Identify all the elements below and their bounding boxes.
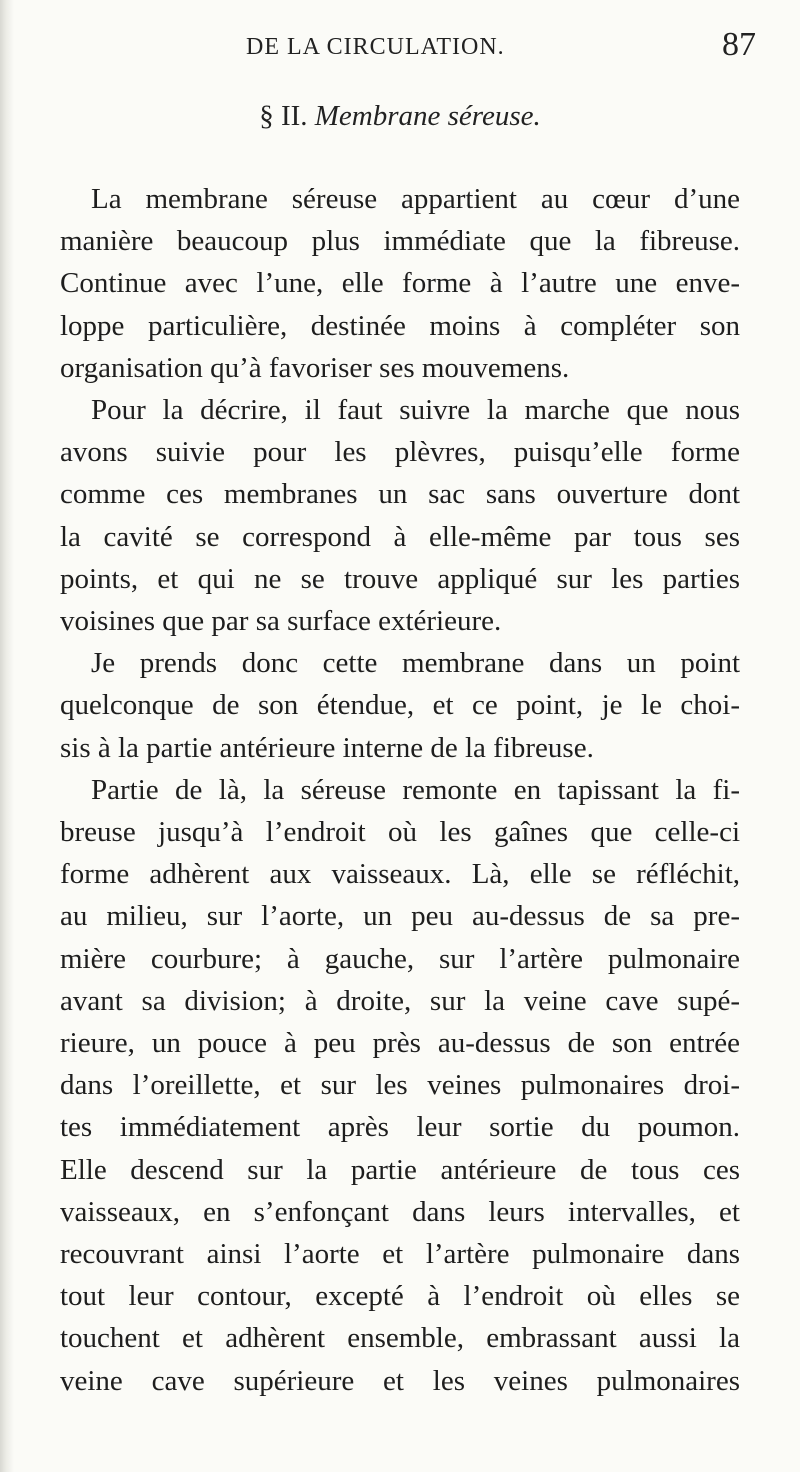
text-line: veine cave supérieure et les veines pulmonaires xyxy=(60,1364,740,1397)
text-line: mière courbure; à gauche, sur l’artère pulmonaire xyxy=(60,942,740,975)
text-line: dans l’oreillette, et sur les veines pulmonaires droi- xyxy=(60,1069,740,1102)
running-title: DE LA CIRCULATION. xyxy=(246,34,505,60)
text-line: Je prends donc cette membrane dans un point xyxy=(91,647,740,680)
page-number: 87 xyxy=(722,26,756,63)
text-line: rieure, un pouce à peu près au-dessus de son entrée xyxy=(60,1027,740,1060)
text-line: tes immédiatement après leur sortie du poumon. xyxy=(60,1111,740,1144)
text-line: quelconque de son étendue, et ce point, je le choi- xyxy=(60,689,740,722)
text-line: touchent et adhèrent ensemble, embrassant aussi la xyxy=(60,1322,740,1355)
text-line: la cavité se correspond à elle-même par tous ses xyxy=(60,520,740,553)
text-line: Partie de là, la séreuse remonte en tapissant la fi- xyxy=(91,773,740,806)
text-line: recouvrant ainsi l’aorte et l’artère pulmonaire dans xyxy=(60,1238,740,1271)
text-line: organisation qu’à favoriser ses mouvemens. xyxy=(60,351,570,384)
text-line: sis à la partie antérieure interne de la fibreuse. xyxy=(60,731,594,764)
running-head xyxy=(60,26,760,66)
page-edge-shadow xyxy=(0,0,14,1472)
section-title: Membrane séreuse. xyxy=(314,100,541,132)
text-line: tout leur contour, excepté à l’endroit où elles se xyxy=(60,1280,740,1313)
text-line: comme ces membranes un sac sans ouverture dont xyxy=(60,478,740,511)
text-line: La membrane séreuse appartient au cœur d’une xyxy=(91,183,740,215)
text-line: au milieu, sur l’aorte, un peu au-dessus de sa pre- xyxy=(60,900,740,933)
text-line: voisines que par sa surface extérieure. xyxy=(60,605,502,638)
text-line: avant sa division; à droite, sur la veine cave supé- xyxy=(60,984,740,1017)
text-line: Pour la décrire, il faut suivre la marche que nous xyxy=(91,394,740,427)
text-line: points, et qui ne se trouve appliqué sur les parties xyxy=(60,562,740,595)
section-number: § II. xyxy=(259,100,308,132)
text-line: avons suivie pour les plèvres, puisqu’elle forme xyxy=(60,436,740,469)
text-line: Continue avec l’une, elle forme à l’autre une enve- xyxy=(60,267,740,300)
body-text xyxy=(60,178,740,1402)
text-line: Elle descend sur la partie antérieure de tous ces xyxy=(60,1153,740,1186)
section-heading xyxy=(0,100,800,133)
text-line: forme adhèrent aux vaisseaux. Là, elle se réfléchit, xyxy=(60,858,740,891)
text-line: breuse jusqu’à l’endroit où les gaînes que celle-ci xyxy=(60,816,740,849)
text-line: vaisseaux, en s’enfonçant dans leurs intervalles, et xyxy=(60,1195,740,1228)
text-line: loppe particulière, destinée moins à compléter son xyxy=(60,309,740,342)
text-line: manière beaucoup plus immédiate que la fibreuse. xyxy=(60,225,740,258)
